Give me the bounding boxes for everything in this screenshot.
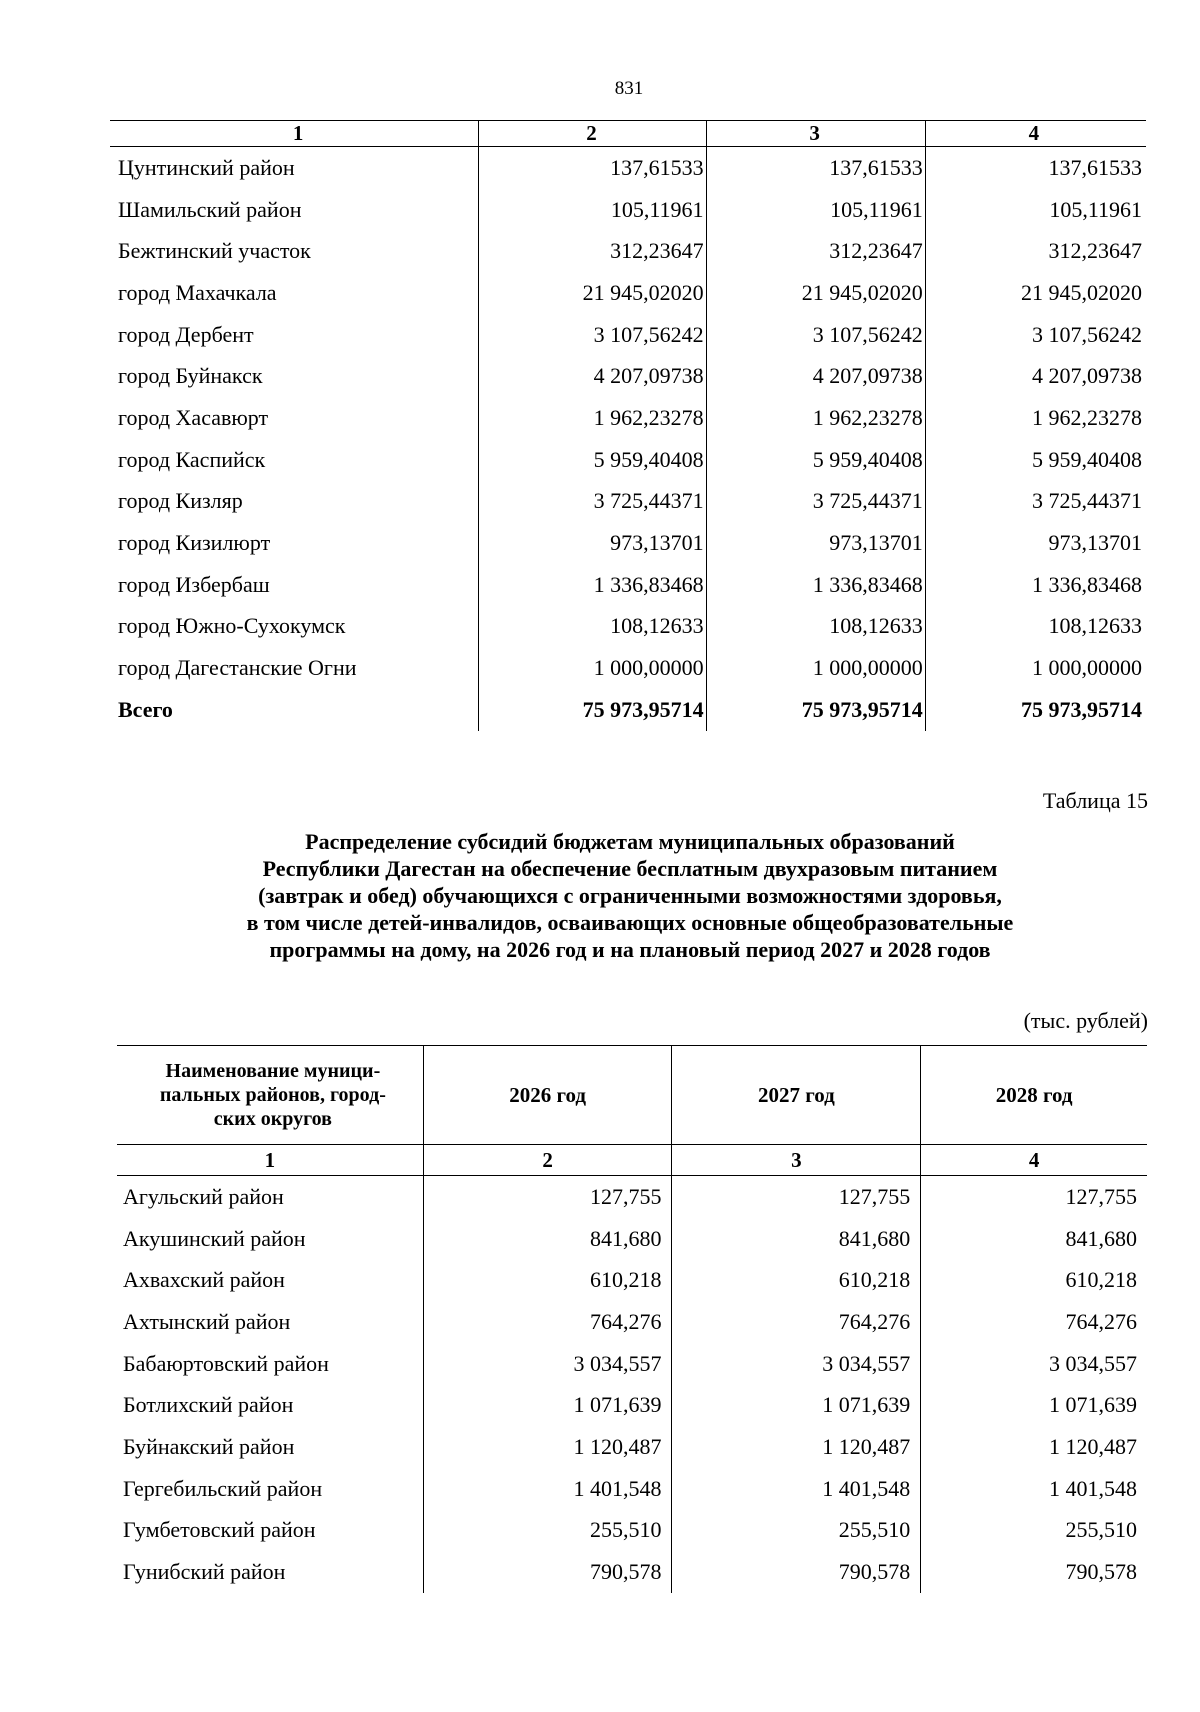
value-2026: 3 725,44371 [479, 481, 706, 523]
value-2027: 5 959,40408 [706, 439, 925, 481]
value-2027: 1 962,23278 [706, 397, 925, 439]
value-2026: 4 207,09738 [479, 355, 706, 397]
value-2028: 5 959,40408 [925, 439, 1146, 481]
row-name: Ахвахский район [123, 1267, 285, 1293]
value-2027: 3 107,56242 [706, 314, 925, 356]
table-row [110, 230, 1146, 272]
table-row [117, 1176, 1147, 1218]
column-number: 3 [672, 1145, 921, 1176]
row-name: Бабаюртовский район [123, 1350, 329, 1376]
title-line: Распределение субсидий бюджетам муниципальных образований [305, 829, 955, 854]
column-number: 4 [921, 1145, 1147, 1176]
row-name: город Махачкала [118, 279, 277, 305]
value-2028: 312,23647 [925, 230, 1146, 272]
value-2027: 137,61533 [706, 147, 925, 189]
table-row [110, 564, 1146, 606]
value-2028: 4 207,09738 [925, 355, 1146, 397]
value-2028: 127,755 [921, 1176, 1147, 1218]
value-2028: 1 071,639 [921, 1384, 1147, 1426]
value-2026: 255,510 [423, 1510, 672, 1552]
value-2027: 21 945,02020 [706, 272, 925, 314]
table-body [110, 147, 1146, 731]
value-2027: 1 071,639 [672, 1384, 921, 1426]
table-row [110, 439, 1146, 481]
table-row [117, 1551, 1147, 1593]
row-name: город Буйнакск [118, 363, 263, 389]
row-name: Гергебильский район [123, 1475, 323, 1501]
value-2027: 790,578 [672, 1551, 921, 1593]
row-name: город Хасавюрт [118, 404, 269, 430]
value-2028: 3 725,44371 [925, 481, 1146, 523]
value-2028: 1 401,548 [921, 1468, 1147, 1510]
value-2026: 1 336,83468 [479, 564, 706, 606]
row-name: Буйнакский район [123, 1433, 295, 1459]
value-2027: 105,11961 [706, 189, 925, 231]
value-2026: 1 401,548 [423, 1468, 672, 1510]
value-2027: 3 034,557 [672, 1343, 921, 1385]
table-row [110, 189, 1146, 231]
table-row [110, 647, 1146, 689]
value-2026: 3 034,557 [423, 1343, 672, 1385]
row-name: город Дербент [118, 321, 254, 347]
value-2028: 108,12633 [925, 606, 1146, 648]
value-2027: 255,510 [672, 1510, 921, 1552]
value-2026: 3 107,56242 [479, 314, 706, 356]
value-2027: 1 000,00000 [706, 647, 925, 689]
value-2027: 1 336,83468 [706, 564, 925, 606]
title-line: программы на дому, на 2026 год и на плановый период 2027 и 2028 годов [269, 937, 991, 962]
table-row [110, 314, 1146, 356]
subsidy-table-continued [110, 120, 1146, 731]
header-name-line: ских округов [213, 1108, 332, 1130]
value-2027: 312,23647 [706, 230, 925, 272]
value-2027: 3 725,44371 [706, 481, 925, 523]
total-2026: 75 973,95714 [479, 689, 706, 731]
subsidy-table [117, 1045, 1147, 1593]
value-2026: 973,13701 [479, 522, 706, 564]
total-2028: 75 973,95714 [925, 689, 1146, 731]
row-name: город Кизилюрт [118, 530, 271, 556]
value-2028: 255,510 [921, 1510, 1147, 1552]
table-row [110, 355, 1146, 397]
value-2027: 4 207,09738 [706, 355, 925, 397]
value-2028: 137,61533 [925, 147, 1146, 189]
header-row [117, 1046, 1147, 1145]
table-row [117, 1384, 1147, 1426]
column-number: 1 [117, 1145, 423, 1176]
value-2028: 610,218 [921, 1259, 1147, 1301]
value-2028: 105,11961 [925, 189, 1146, 231]
row-name: Агульский район [123, 1183, 284, 1209]
value-2026: 764,276 [423, 1301, 672, 1343]
title-line: (завтрак и обед) обучающихся с ограниченными возможностями здоровья, [258, 883, 1002, 908]
row-name: Бежтинский участок [118, 238, 311, 264]
table-row [117, 1468, 1147, 1510]
value-2026: 127,755 [423, 1176, 672, 1218]
table-body [117, 1176, 1147, 1593]
header-name-line: Наименование муници- [165, 1060, 381, 1082]
column-number: 2 [479, 121, 706, 147]
table-row [117, 1343, 1147, 1385]
value-2028: 3 107,56242 [925, 314, 1146, 356]
title-line: Республики Дагестан на обеспечение бесплатным двухразовым питанием [262, 856, 998, 881]
value-2026: 790,578 [423, 1551, 672, 1593]
value-2028: 790,578 [921, 1551, 1147, 1593]
value-2027: 841,680 [672, 1218, 921, 1260]
row-name: город Кизляр [118, 488, 243, 514]
table-row [117, 1510, 1147, 1552]
value-2027: 127,755 [672, 1176, 921, 1218]
value-2028: 1 962,23278 [925, 397, 1146, 439]
column-number: 4 [925, 121, 1146, 147]
value-2026: 1 962,23278 [479, 397, 706, 439]
table-row [110, 397, 1146, 439]
value-2028: 1 120,487 [921, 1426, 1147, 1468]
value-2027: 610,218 [672, 1259, 921, 1301]
table-row [117, 1259, 1147, 1301]
column-number-row [117, 1145, 1147, 1176]
table-row [110, 522, 1146, 564]
column-number: 3 [706, 121, 925, 147]
value-2027: 108,12633 [706, 606, 925, 648]
page-number: 831 [614, 78, 644, 99]
row-name: Гумбетовский район [123, 1517, 316, 1543]
table-row [117, 1426, 1147, 1468]
header-2026: 2026 год [423, 1046, 672, 1145]
column-number: 2 [423, 1145, 672, 1176]
total-label: Всего [118, 696, 173, 722]
table-title [100, 828, 1160, 963]
value-2027: 1 401,548 [672, 1468, 921, 1510]
row-name: Шамильский район [118, 196, 302, 222]
row-name: Цунтинский район [118, 154, 295, 180]
value-2026: 5 959,40408 [479, 439, 706, 481]
value-2027: 1 120,487 [672, 1426, 921, 1468]
value-2026: 1 000,00000 [479, 647, 706, 689]
value-2026: 841,680 [423, 1218, 672, 1260]
value-2026: 21 945,02020 [479, 272, 706, 314]
value-2027: 973,13701 [706, 522, 925, 564]
value-2026: 137,61533 [479, 147, 706, 189]
value-2026: 610,218 [423, 1259, 672, 1301]
value-2028: 841,680 [921, 1218, 1147, 1260]
value-2028: 1 000,00000 [925, 647, 1146, 689]
table-row [110, 272, 1146, 314]
value-2026: 1 120,487 [423, 1426, 672, 1468]
table-row [110, 481, 1146, 523]
header-2027: 2027 год [672, 1046, 921, 1145]
row-name: город Каспийск [118, 446, 266, 472]
value-2028: 3 034,557 [921, 1343, 1147, 1385]
value-2026: 108,12633 [479, 606, 706, 648]
value-2028: 764,276 [921, 1301, 1147, 1343]
column-number: 1 [110, 121, 479, 147]
value-2026: 312,23647 [479, 230, 706, 272]
table-label: Таблица 15 [1042, 788, 1148, 813]
table-row [117, 1218, 1147, 1260]
value-2026: 1 071,639 [423, 1384, 672, 1426]
row-name: Ахтынский район [123, 1308, 291, 1334]
value-2028: 21 945,02020 [925, 272, 1146, 314]
row-name: город Дагестанские Огни [118, 655, 357, 681]
row-name: город Избербаш [118, 571, 270, 597]
header-name [117, 1046, 423, 1145]
header-name-line: пальных районов, город- [159, 1084, 386, 1106]
units-note: (тыс. рублей) [1023, 1008, 1148, 1033]
title-line: в том числе детей-инвалидов, осваивающих основные общеобразовательные [246, 910, 1014, 935]
header-2028: 2028 год [921, 1046, 1147, 1145]
table-row [117, 1301, 1147, 1343]
row-name: Акушинский район [123, 1225, 306, 1251]
table-row [110, 147, 1146, 189]
value-2028: 1 336,83468 [925, 564, 1146, 606]
row-name: город Южно-Сухокумск [118, 613, 346, 639]
table-row [110, 606, 1146, 648]
row-name: Ботлихский район [123, 1392, 294, 1418]
row-name: Гунибский район [123, 1559, 286, 1585]
value-2027: 764,276 [672, 1301, 921, 1343]
total-row [110, 689, 1146, 731]
column-number-row [110, 121, 1146, 147]
value-2028: 973,13701 [925, 522, 1146, 564]
total-2027: 75 973,95714 [706, 689, 925, 731]
value-2026: 105,11961 [479, 189, 706, 231]
